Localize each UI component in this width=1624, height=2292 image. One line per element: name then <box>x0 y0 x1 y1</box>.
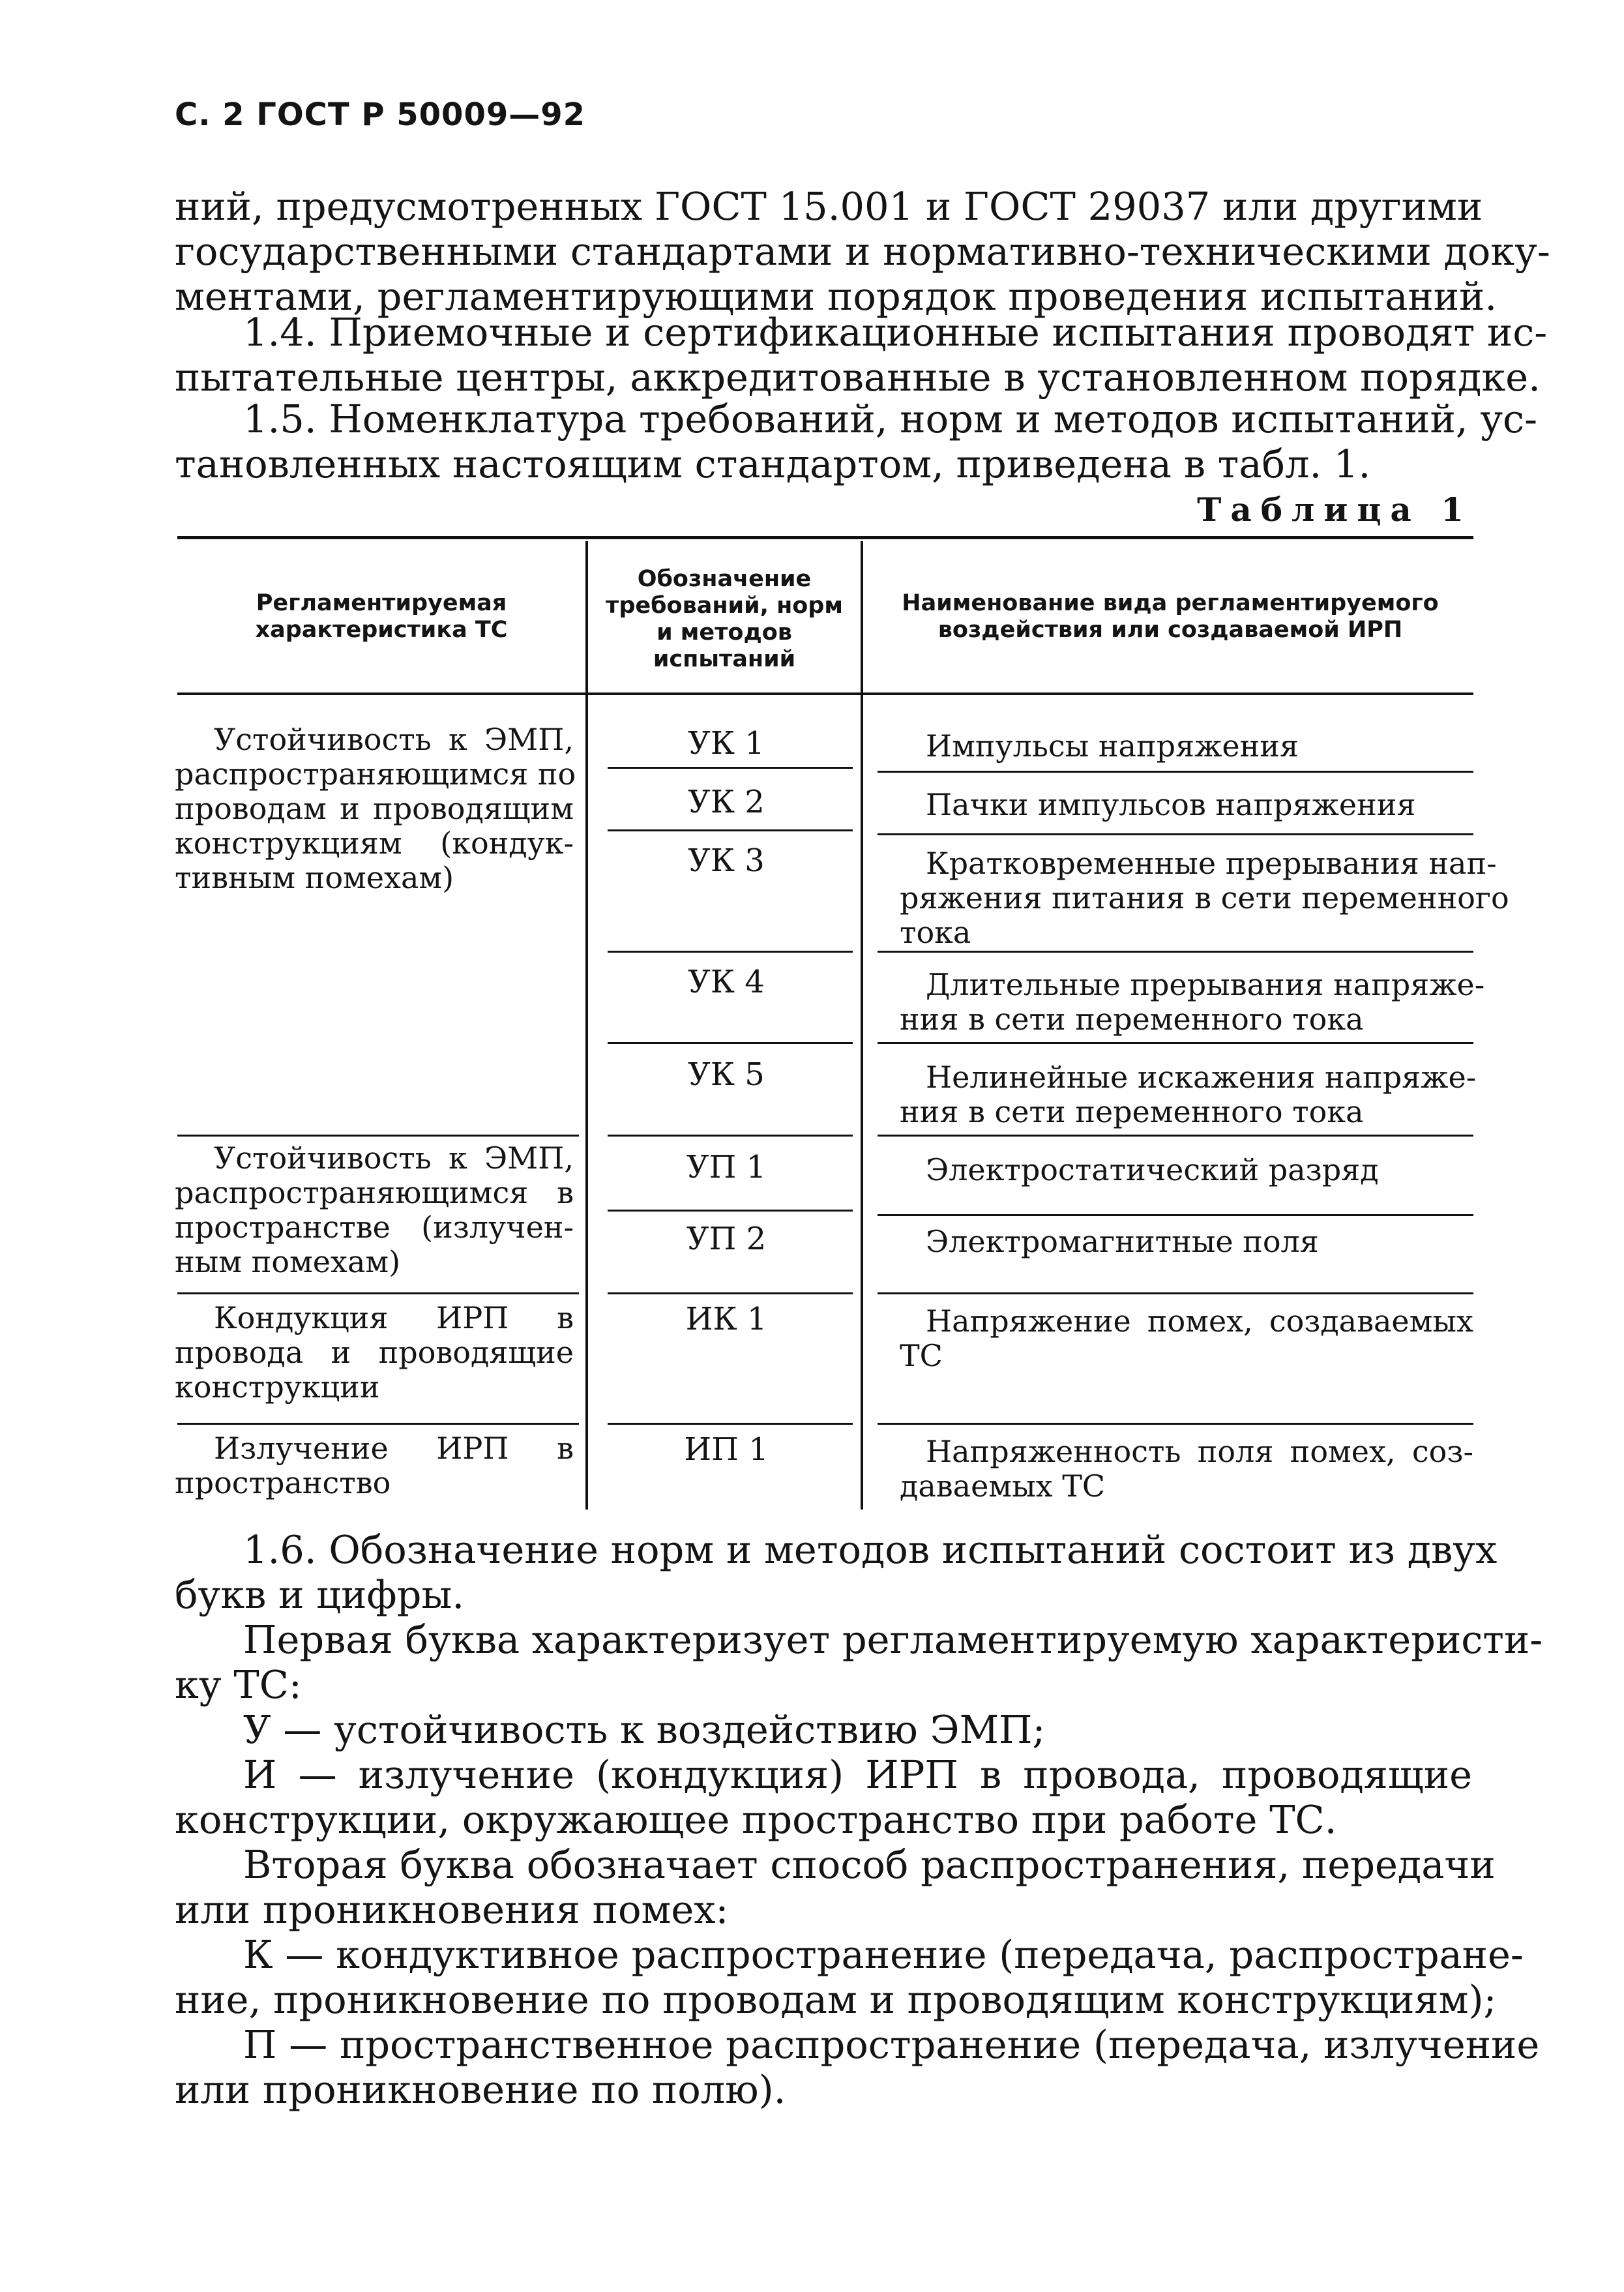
text-line: 1.4. Приемочные и сертификационные испытания проводят ис- <box>243 310 1548 355</box>
group-rule <box>177 1423 579 1425</box>
text-line: ние, проникновение по проводам и проводящим конструкциям); <box>175 1977 1497 2022</box>
text-line: Первая буква характеризует регламентируемую характеристи- <box>243 1617 1543 1662</box>
description-cell: Импульсы напряжения <box>926 728 1299 764</box>
code-rule <box>608 1135 853 1137</box>
column-divider <box>585 541 588 1510</box>
description-cell: Напряженность поля помех, соз- даваемых ТС <box>900 1434 1473 1504</box>
desc-rule <box>878 1214 1473 1216</box>
code-rule <box>608 829 853 831</box>
desc-rule <box>878 1423 1473 1425</box>
paragraph-1-5 <box>175 396 1538 486</box>
text-line: ку ТС: <box>175 1662 302 1707</box>
text-line: пытательные центры, аккредитованные в установленном порядке. <box>175 355 1541 400</box>
text-line: 1.6. Обозначение норм и методов испытаний состоит из двух <box>243 1527 1498 1572</box>
description-cell: Кратковременные прерывания нап- ряжения питания в сети переменного тока <box>900 846 1509 950</box>
code-cell: ИП 1 <box>684 1431 769 1468</box>
group-rule <box>177 1292 579 1294</box>
desc-rule <box>878 1135 1473 1137</box>
code-cell: УК 1 <box>688 725 765 762</box>
header-designation: Обозначение требований, норм и методов испытаний <box>606 566 843 672</box>
description-cell: Нелинейные искажения напряже- ния в сети переменного тока <box>900 1060 1477 1129</box>
description-cell: Длительные прерывания напряже- ния в сети переменного тока <box>900 967 1485 1037</box>
characteristic-cell: Устойчивость к ЭМП, распространяющимся по проводам и проводящим конструкциям (кондук- тивным помехам) <box>175 722 576 895</box>
text-line: П — пространственное распространение (передача, излучение <box>243 2022 1540 2067</box>
code-rule <box>608 1042 853 1044</box>
characteristic-cell: Кондукция ИРП в провода и проводящие конструкции <box>175 1300 574 1405</box>
text-line: тановленных настоящим стандартом, приведена в табл. 1. <box>175 441 1371 486</box>
text-line: К — кондуктивное распространение (передача, распростране- <box>243 1932 1524 1977</box>
description-cell: Электростатический разряд <box>926 1152 1379 1187</box>
header-characteristic: Регламентируемая характеристика ТС <box>255 590 508 643</box>
code-rule <box>608 1423 853 1425</box>
description-cell: Напряжение помех, создаваемых ТС <box>900 1303 1473 1373</box>
characteristic-cell: Излучение ИРП в пространство <box>175 1431 574 1500</box>
header-description: Наименование вида регламентируемого воздействия или создаваемой ИРП <box>902 590 1439 643</box>
text-line: или проникновения помех: <box>175 1887 729 1932</box>
code-cell: ИК 1 <box>685 1301 767 1337</box>
text-line: конструкции, окружающее пространство при работе ТС. <box>175 1797 1337 1842</box>
paragraph-1-6 <box>175 1527 1543 2112</box>
text-line: 1.5. Номенклатура требований, норм и методов испытаний, ус- <box>243 396 1538 441</box>
description-cell: Пачки импульсов напряжения <box>926 787 1416 822</box>
text-line: И — излучение (кондукция) ИРП в провода, проводящие <box>243 1752 1472 1797</box>
text-line: ний, предусмотренных ГОСТ 15.001 и ГОСТ 29037 или другими <box>175 184 1483 229</box>
text-line: ментами, регламентирующими порядок проведения испытаний. <box>175 274 1498 319</box>
text-line: У — устойчивость к воздействию ЭМП; <box>243 1707 1046 1752</box>
text-line: государственными стандартами и нормативно-техническими доку- <box>175 229 1550 274</box>
table-top-rule <box>177 536 1473 539</box>
desc-rule <box>878 833 1473 835</box>
page-header: С. 2 ГОСТ Р 50009—92 <box>175 97 586 133</box>
characteristic-cell: Устойчивость к ЭМП, распространяющимся в пространстве (излучен- ным помехам) <box>175 1140 574 1279</box>
code-cell: УП 2 <box>686 1221 767 1257</box>
table-caption: Таблица 1 <box>1197 490 1473 529</box>
column-divider <box>861 541 863 1510</box>
code-rule <box>608 767 853 769</box>
code-rule <box>608 1292 853 1294</box>
intro-paragraph <box>175 184 1550 319</box>
code-cell: УК 5 <box>688 1056 765 1093</box>
code-cell: УП 1 <box>686 1149 767 1185</box>
code-rule <box>608 951 853 953</box>
code-cell: УК 4 <box>688 964 765 1000</box>
code-cell: УК 3 <box>688 842 765 879</box>
code-rule <box>608 1210 853 1212</box>
paragraph-1-4 <box>175 310 1548 400</box>
group-rule <box>177 1135 579 1137</box>
desc-rule <box>878 771 1473 773</box>
table-header-rule <box>177 692 1473 695</box>
text-line: Вторая буква обозначает способ распространения, передачи <box>243 1842 1496 1887</box>
desc-rule <box>878 1292 1473 1294</box>
text-line: или проникновение по полю). <box>175 2067 786 2112</box>
description-cell: Электромагнитные поля <box>926 1224 1319 1259</box>
text-line: букв и цифры. <box>175 1572 465 1617</box>
code-cell: УК 2 <box>688 784 765 820</box>
desc-rule <box>878 951 1473 953</box>
desc-rule <box>878 1042 1473 1044</box>
